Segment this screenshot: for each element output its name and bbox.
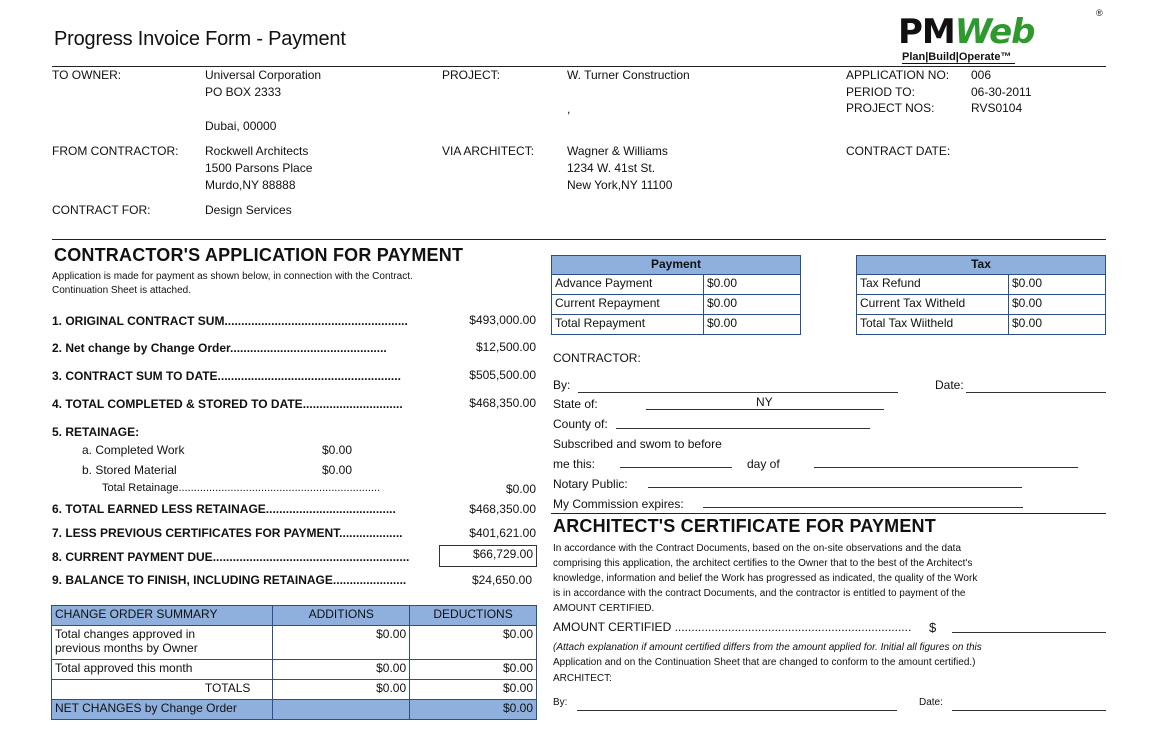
amount-certified-line[interactable] bbox=[952, 632, 1106, 633]
line-retainage: 5. RETAINAGE: bbox=[52, 425, 140, 439]
co-row2-label: Total approved this month bbox=[52, 660, 273, 680]
co-net-value: $0.00 bbox=[410, 700, 537, 720]
application-no: 006 bbox=[971, 68, 992, 82]
co-totals-additions: $0.00 bbox=[273, 680, 410, 700]
table-row bbox=[552, 295, 801, 315]
architect-note-2: Application and on the Continuation Sheet that are changed to conform to the amount certified.) bbox=[553, 657, 976, 668]
parties-divider bbox=[52, 239, 1106, 240]
state-line[interactable] bbox=[646, 409, 884, 410]
payment-row-label: Advance Payment bbox=[552, 275, 704, 295]
architect-by-line[interactable] bbox=[577, 710, 897, 711]
amount-certified-label: AMOUNT CERTIFIED ....................................................................... bbox=[553, 620, 912, 634]
application-intro-1: Application is made for payment as shown below, in connection with the Contract. bbox=[52, 271, 413, 282]
state-label: State of: bbox=[553, 397, 598, 411]
architect-cert-para-2: comprising this application, the architect certifies to the Owner that to the best of the Architect's bbox=[553, 558, 973, 569]
total-completed-value: $468,350.00 bbox=[469, 396, 536, 410]
architect-date-line[interactable] bbox=[952, 710, 1106, 711]
county-label: County of: bbox=[553, 417, 608, 431]
me-this-line[interactable] bbox=[620, 467, 732, 468]
table-row bbox=[552, 315, 801, 335]
architect-cert-para-4: is in accordance with the contract Documents, and the contractor is entitled to payment of the bbox=[553, 588, 966, 599]
co-row1-label: Total changes approved in previous months by Owner bbox=[52, 626, 273, 660]
logo-text-main: PM bbox=[898, 12, 955, 52]
contractor-line2: 1500 Parsons Place bbox=[205, 161, 313, 175]
total-earned-less-retainage-value: $468,350.00 bbox=[469, 502, 536, 516]
tax-row-value: $0.00 bbox=[1009, 275, 1106, 295]
architect-by-label: By: bbox=[553, 697, 568, 708]
tax-row-value: $0.00 bbox=[1009, 315, 1106, 335]
line-contract-sum-to-date: 3. CONTRACT SUM TO DATE....................................................... bbox=[52, 369, 401, 383]
county-line[interactable] bbox=[616, 428, 870, 429]
contract-for: Design Services bbox=[205, 203, 292, 217]
balance-to-finish-value: $24,650.00 bbox=[471, 573, 532, 587]
tax-row-label: Tax Refund bbox=[857, 275, 1009, 295]
tax-table bbox=[856, 255, 1106, 335]
co-totals-label: TOTALS bbox=[52, 680, 273, 700]
line-total-completed: 4. TOTAL COMPLETED & STORED TO DATE.............................. bbox=[52, 397, 403, 411]
co-header-additions: ADDITIONS bbox=[273, 606, 410, 626]
co-row1-additions: $0.00 bbox=[273, 626, 410, 660]
line-less-previous-certificates: 7. LESS PREVIOUS CERTIFICATES FOR PAYMENT................... bbox=[52, 526, 403, 540]
day-of-line[interactable] bbox=[814, 467, 1078, 468]
architect-line1: Wagner & Williams bbox=[567, 144, 668, 158]
line-current-payment-due: 8. CURRENT PAYMENT DUE........................................................... bbox=[52, 550, 410, 564]
dollar-sign: $ bbox=[929, 620, 937, 635]
table-row bbox=[52, 660, 537, 680]
total-retainage-value: $0.00 bbox=[505, 482, 536, 496]
table-row bbox=[857, 295, 1106, 315]
logo-wordmark bbox=[898, 12, 1035, 52]
less-previous-certificates-value: $401,621.00 bbox=[469, 526, 536, 540]
payment-row-value: $0.00 bbox=[704, 295, 801, 315]
co-net-spacer bbox=[273, 700, 410, 720]
retainage-stored-material-value: $0.00 bbox=[322, 463, 353, 477]
application-heading: CONTRACTOR'S APPLICATION FOR PAYMENT bbox=[54, 245, 464, 265]
me-this-label: me this: bbox=[553, 457, 596, 471]
original-contract-sum-value: $493,000.00 bbox=[469, 313, 536, 327]
project-name: W. Turner Construction bbox=[567, 68, 690, 82]
owner-line1: Universal Corporation bbox=[205, 68, 322, 82]
table-row bbox=[857, 315, 1106, 335]
architect-divider bbox=[551, 513, 1106, 514]
contract-sum-to-date-value: $505,500.00 bbox=[469, 368, 536, 382]
via-architect-label: VIA ARCHITECT: bbox=[442, 144, 535, 158]
table-row bbox=[857, 275, 1106, 295]
project-label: PROJECT: bbox=[442, 68, 501, 82]
from-contractor-label: FROM CONTRACTOR: bbox=[52, 144, 179, 158]
sworn-label: Subscribed and swom to before bbox=[553, 437, 722, 451]
commission-line[interactable] bbox=[703, 507, 1023, 508]
retainage-completed-work-label: a. Completed Work bbox=[82, 443, 185, 457]
architect-cert-para-3: knowledge, information and belief the Work has progressed as indicated, the quality of the Work bbox=[553, 573, 978, 584]
line-net-change: 2. Net change by Change Order............................................... bbox=[52, 341, 387, 355]
period-to: 06-30-2011 bbox=[971, 85, 1032, 99]
contractor-by-label: By: bbox=[553, 378, 571, 392]
architect-line3: New York,NY 11100 bbox=[567, 178, 673, 192]
payment-table-header: Payment bbox=[552, 256, 801, 275]
net-change-value: $12,500.00 bbox=[475, 340, 536, 354]
period-to-label: PERIOD TO: bbox=[846, 85, 915, 99]
project-line2: , bbox=[567, 102, 571, 116]
logo-tagline: Plan|Build|Operate™ bbox=[902, 51, 1015, 64]
owner-line3: Dubai, 00000 bbox=[205, 119, 277, 133]
co-header-deductions: DEDUCTIONS bbox=[410, 606, 537, 626]
co-totals-deductions: $0.00 bbox=[410, 680, 537, 700]
notary-line[interactable] bbox=[648, 487, 1022, 488]
tax-row-value: $0.00 bbox=[1009, 295, 1106, 315]
co-header-summary: CHANGE ORDER SUMMARY bbox=[52, 606, 273, 626]
current-payment-due-value: $66,729.00 bbox=[439, 545, 537, 567]
table-row bbox=[52, 700, 537, 720]
change-order-summary-table bbox=[51, 605, 537, 720]
logo-text-accent: Web bbox=[954, 12, 1035, 52]
architect-line2: 1234 W. 41st St. bbox=[567, 161, 656, 175]
logo-registered-mark: ® bbox=[1096, 8, 1103, 18]
co-row2-additions: $0.00 bbox=[273, 660, 410, 680]
tax-row-label: Total Tax Wiitheld bbox=[857, 315, 1009, 335]
project-nos: RVS0104 bbox=[971, 101, 1023, 115]
payment-row-value: $0.00 bbox=[704, 275, 801, 295]
to-owner-label: TO OWNER: bbox=[52, 68, 122, 82]
contract-date-label: CONTRACT DATE: bbox=[846, 144, 951, 158]
table-row bbox=[52, 626, 537, 660]
pmweb-logo bbox=[898, 6, 1108, 66]
architect-note-1: (Attach explanation if amount certified differs from the amount applied for. Initial all figures on this bbox=[553, 642, 982, 653]
contractor-line3: Murdo,NY 88888 bbox=[205, 178, 296, 192]
architect-cert-para-1: In accordance with the Contract Documents, based on the on-site observations and the data bbox=[553, 543, 962, 554]
architect-cert-heading: ARCHITECT'S CERTIFICATE FOR PAYMENT bbox=[553, 516, 936, 536]
application-no-label: APPLICATION NO: bbox=[846, 68, 950, 82]
contractor-date-line[interactable] bbox=[966, 392, 1106, 393]
payment-row-value: $0.00 bbox=[704, 315, 801, 335]
architect-cert-para-5: AMOUNT CERTIFIED. bbox=[553, 603, 655, 614]
day-of-label: day of bbox=[747, 457, 780, 471]
co-net-label: NET CHANGES by Change Order bbox=[52, 700, 273, 720]
co-row2-deductions: $0.00 bbox=[410, 660, 537, 680]
tax-row-label: Current Tax Witheld bbox=[857, 295, 1009, 315]
contractor-label: CONTRACTOR: bbox=[553, 351, 641, 365]
architect-date-label: Date: bbox=[919, 697, 943, 708]
header-divider bbox=[52, 66, 1106, 67]
retainage-completed-work-value: $0.00 bbox=[322, 443, 353, 457]
tax-table-header: Tax bbox=[857, 256, 1106, 275]
state-value: NY bbox=[756, 395, 773, 409]
contractor-date-label: Date: bbox=[935, 378, 964, 392]
line-original-contract-sum: 1. ORIGINAL CONTRACT SUM....................................................... bbox=[52, 314, 408, 328]
commission-label: My Commission expires: bbox=[553, 497, 684, 511]
contract-for-label: CONTRACT FOR: bbox=[52, 203, 151, 217]
payment-row-label: Current Repayment bbox=[552, 295, 704, 315]
application-intro-2: Continuation Sheet is attached. bbox=[52, 285, 191, 296]
architect-label: ARCHITECT: bbox=[553, 673, 612, 684]
line-total-earned-less-retainage: 6. TOTAL EARNED LESS RETAINAGE....................................... bbox=[52, 502, 396, 516]
contractor-line1: Rockwell Architects bbox=[205, 144, 309, 158]
owner-line2: PO BOX 2333 bbox=[205, 85, 282, 99]
notary-label: Notary Public: bbox=[553, 477, 628, 491]
payment-row-label: Total Repayment bbox=[552, 315, 704, 335]
line-balance-to-finish: 9. BALANCE TO FINISH, INCLUDING RETAINAGE...................... bbox=[52, 573, 407, 587]
payment-table bbox=[551, 255, 801, 335]
total-retainage-label: Total Retainage.................................................................. bbox=[102, 482, 381, 494]
co-row1-deductions: $0.00 bbox=[410, 626, 537, 660]
project-nos-label: PROJECT NOS: bbox=[846, 101, 935, 115]
contractor-by-line[interactable] bbox=[578, 392, 898, 393]
table-row bbox=[52, 680, 537, 700]
retainage-stored-material-label: b. Stored Material bbox=[82, 463, 177, 477]
table-row bbox=[552, 275, 801, 295]
page-title: Progress Invoice Form - Payment bbox=[54, 28, 346, 50]
